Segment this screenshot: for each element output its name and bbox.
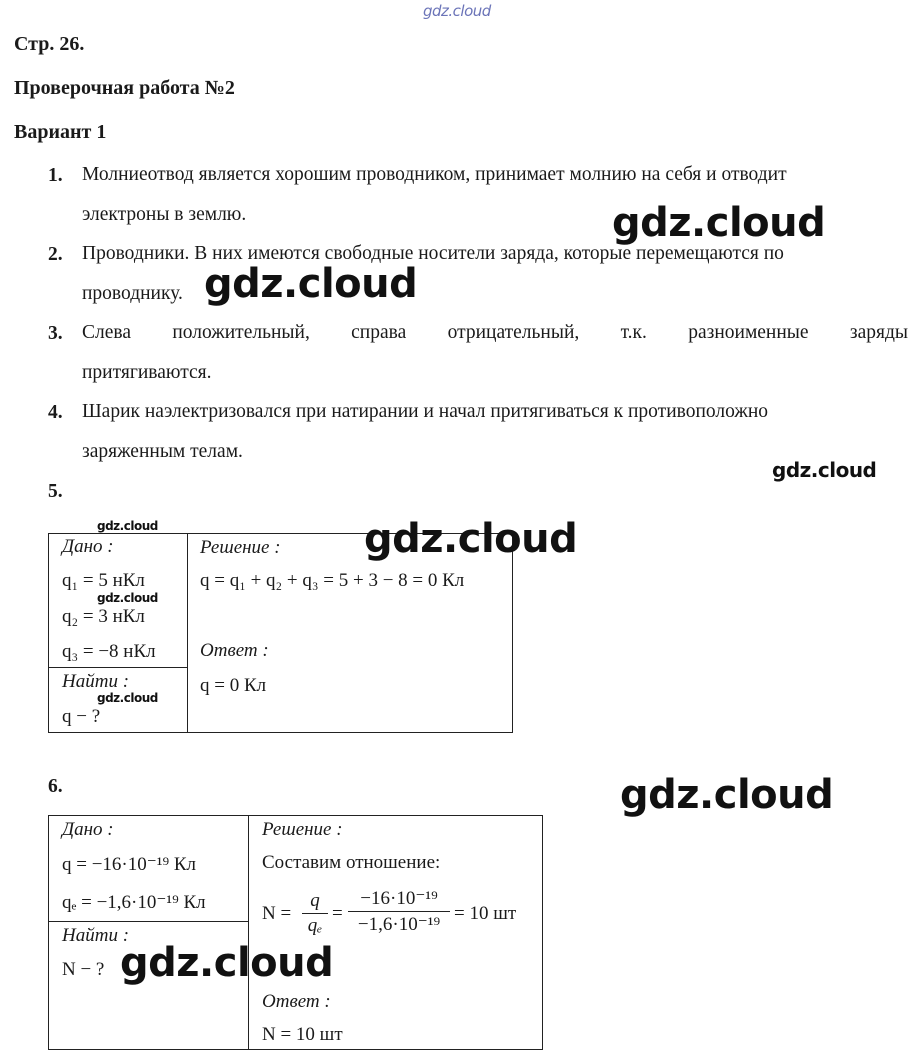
answer-label: Ответ : bbox=[262, 991, 331, 1012]
fraction-bar bbox=[348, 911, 450, 912]
page-number: Стр. 26. bbox=[14, 33, 85, 55]
answer-value: N = 10 шт bbox=[262, 1024, 343, 1045]
table-border bbox=[48, 533, 49, 733]
answer-number: 4. bbox=[48, 402, 63, 423]
variant-heading: Вариант 1 bbox=[14, 121, 107, 143]
watermark-top: gdz.cloud bbox=[423, 2, 491, 20]
formula-rhs: = 10 шт bbox=[454, 903, 517, 924]
given-value: q₁ = 5 нКл bbox=[62, 570, 145, 591]
solution-label: Решение : bbox=[262, 819, 343, 840]
given-value: q₃ = −8 нКл bbox=[62, 641, 156, 662]
answer-text-line: Слева положительный, справа отрицательный, т.к. разноименные заряды bbox=[82, 322, 908, 343]
watermark: gdz.cloud bbox=[204, 261, 418, 307]
fraction-denominator: qₑ bbox=[307, 915, 323, 936]
solution-text: Составим отношение: bbox=[262, 852, 441, 873]
formula-eq: = bbox=[332, 903, 343, 924]
find-label: Найти : bbox=[62, 671, 130, 692]
formula-lhs: N = bbox=[262, 903, 292, 924]
watermark: gdz.cloud bbox=[364, 516, 578, 562]
answer-text-line: притягиваются. bbox=[82, 362, 212, 383]
page-title: Проверочная работа №2 bbox=[14, 77, 235, 99]
watermark: gdz.cloud bbox=[612, 200, 826, 246]
table-border bbox=[512, 533, 513, 733]
answer-text-line: проводнику. bbox=[82, 283, 183, 304]
table-divider bbox=[187, 533, 188, 733]
task5-number: 5. bbox=[48, 481, 63, 502]
fraction-bar bbox=[302, 913, 328, 914]
answer-number: 2. bbox=[48, 244, 63, 265]
answer-text-line: Шарик наэлектризовался при натирании и начал притягиваться к противоположно bbox=[82, 401, 769, 422]
table-divider bbox=[248, 815, 249, 1050]
given-label: Дано : bbox=[62, 536, 114, 557]
fraction-denominator: −1,6·10⁻¹⁹ bbox=[357, 914, 441, 935]
answer-value: q = 0 Кл bbox=[200, 675, 267, 696]
fraction-q bbox=[302, 890, 328, 937]
given-value: qₑ = −1,6·10⁻¹⁹ Кл bbox=[62, 892, 206, 913]
watermark: gdz.cloud bbox=[97, 691, 158, 705]
watermark: gdz.cloud bbox=[97, 519, 158, 533]
table-border bbox=[48, 815, 49, 1050]
answer-text-line: Проводники. В них имеются свободные носители заряда, которые перемещаются по bbox=[82, 243, 784, 264]
watermark: gdz.cloud bbox=[97, 591, 158, 605]
watermark: gdz.cloud bbox=[620, 772, 834, 818]
find-value: N − ? bbox=[62, 959, 105, 980]
solution-label: Решение : bbox=[200, 537, 281, 558]
answer-text-line: электроны в землю. bbox=[82, 204, 247, 225]
solution-formula: q = q₁ + q₂ + q₃ = 5 + 3 − 8 = 0 Кл bbox=[200, 570, 465, 591]
answer-text-line: Молниеотвод является хорошим проводником, принимает молнию на себя и отводит bbox=[82, 164, 787, 185]
table-border bbox=[542, 815, 543, 1050]
table-border bbox=[48, 1049, 543, 1050]
answer-label: Ответ : bbox=[200, 640, 269, 661]
answer-text-line: заряженным телам. bbox=[82, 441, 243, 462]
fraction-values bbox=[348, 887, 450, 936]
watermark: gdz.cloud bbox=[120, 940, 334, 986]
task6-number: 6. bbox=[48, 776, 63, 797]
table-border bbox=[48, 732, 513, 733]
table-border bbox=[48, 815, 543, 816]
table-divider bbox=[48, 667, 188, 668]
answer-number: 3. bbox=[48, 323, 63, 344]
fraction-numerator: q bbox=[310, 890, 320, 911]
find-value: q − ? bbox=[62, 706, 101, 727]
watermark: gdz.cloud bbox=[772, 458, 877, 482]
find-label: Найти : bbox=[62, 925, 130, 946]
given-value: q = −16·10⁻¹⁹ Кл bbox=[62, 854, 197, 875]
fraction-numerator: −16·10⁻¹⁹ bbox=[360, 888, 438, 909]
answer-number: 1. bbox=[48, 165, 63, 186]
given-label: Дано : bbox=[62, 819, 114, 840]
given-value: q₂ = 3 нКл bbox=[62, 606, 145, 627]
table-divider bbox=[48, 921, 249, 922]
